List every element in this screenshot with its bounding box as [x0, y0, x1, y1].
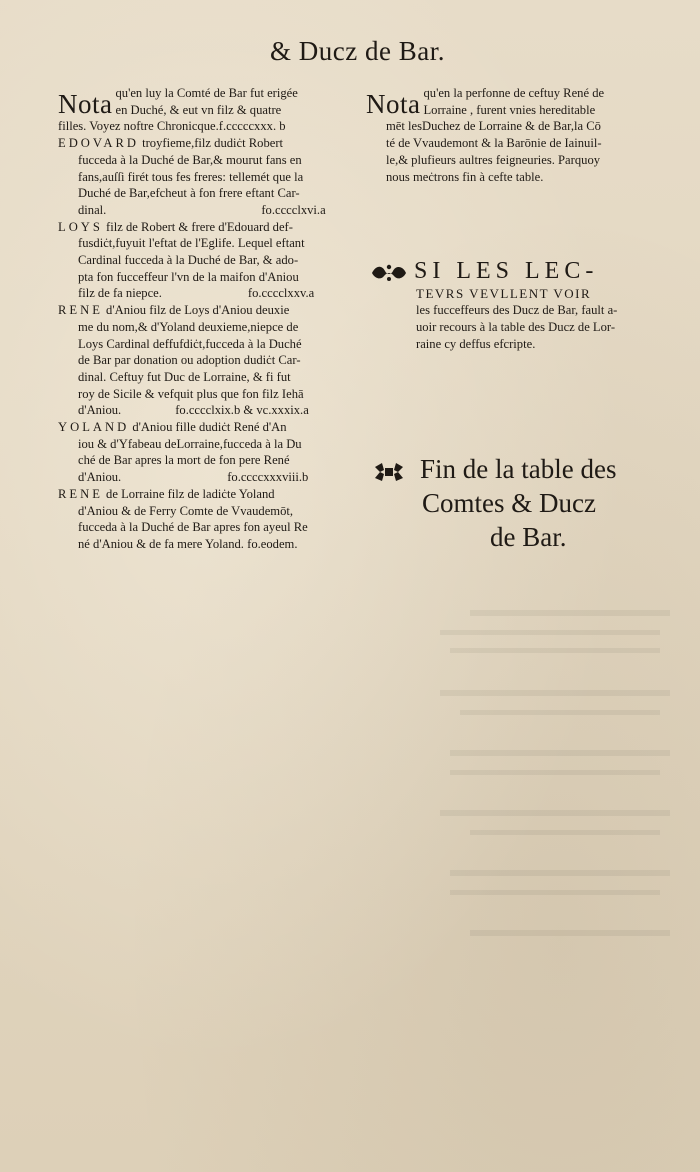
entry-line: fucceda à la Duché de Bar,& mourut fans en	[78, 152, 302, 167]
nota-word: Nota	[58, 89, 113, 119]
closing-line: de Bar.	[490, 522, 567, 552]
entry-line: iou & d'Yfabeau deLorraine,fucceda à la Du	[78, 436, 302, 451]
genealogy-entry	[58, 135, 358, 219]
nota-line: nous meċtrons fin à cefte table.	[386, 169, 544, 184]
entry-line: pta fon fucceffeur l'vn de la maifon d'Aniou	[78, 269, 299, 284]
entry-name: RENE	[58, 486, 103, 501]
cross-reference-line: les fucceffeurs des Ducz de Bar, fault a-	[416, 303, 618, 317]
nota-line: mēt lesDuchez de Lorraine & de Bar,la Cō	[386, 119, 601, 134]
entry-line: fucceda à la Duché de Bar apres fon ayeul Re	[78, 520, 308, 535]
entry-line: d'Aniou.	[78, 403, 122, 418]
entry-name: RENE	[58, 303, 103, 318]
entry-line: ché de Bar apres la mort de fon pere René	[78, 453, 290, 468]
show-through-texture	[420, 600, 680, 960]
nota-word: Nota	[366, 89, 421, 119]
entry-line: Duché de Bar,efcheut à fon frere eftant Car-	[78, 186, 300, 201]
entry-line: roy de Sicile & vefquit plus que fon filz Iehā	[78, 386, 304, 401]
entry-line: filz de fa niepce.	[78, 286, 162, 301]
left-column	[58, 85, 358, 553]
entry-line: de Bar par donation ou adoption dudiċt Car-	[78, 353, 301, 368]
entry-line: fans,auſſi firét tous fes freres: tellemét que la	[78, 169, 304, 184]
page-header: & Ducz de Bar.	[270, 36, 445, 66]
closing-line: Fin de la table des	[420, 454, 617, 484]
folio-ref: fo.ccccxxxviii.b	[227, 470, 309, 485]
folio-ref: fo.cccclxvi.a	[261, 202, 326, 217]
closing-line: Comtes & Ducz	[422, 488, 596, 518]
entry-line: fusdiċt,fuyuit l'eftat de l'Eglife. Lequel eftant	[78, 236, 305, 251]
right-column	[366, 85, 662, 185]
entry-line: de Lorraine filz de ladiċte Yoland	[106, 486, 275, 501]
nota-line: le,& plufieurs aultres feigneuries. Parquoy	[386, 152, 601, 167]
entry-line: filz de Robert & frere d'Edouard def-	[106, 219, 293, 234]
entry-line: dinal. Ceftuy fut Duc de Lorraine, & fi fut	[78, 369, 291, 384]
cross-reference-block	[370, 258, 670, 353]
entry-line: Loys Cardinal deffufdiċt,fucceda à la Duché	[78, 336, 302, 351]
entry-line: d'Aniou & de Ferry Comte de Vvaudemōt,	[78, 503, 294, 518]
entry-line: troyfieme,filz dudiċt Robert	[142, 136, 284, 151]
fleuron-icon	[372, 461, 406, 483]
entry-line: dinal.	[78, 202, 107, 217]
entry-line: né d'Aniou & de fa mere Yoland.	[78, 536, 244, 551]
entry-name: YOLAND	[58, 420, 130, 435]
folio-ref: fo.eodem.	[247, 536, 298, 551]
nota-line: qu'en luy la Comté de Bar fut erigée	[115, 86, 298, 100]
entry-line: me du nom,& d'Yoland deuxieme,niepce de	[78, 319, 299, 334]
nota-line: té de Vvaudemont & la Barōnie de Iainuil-	[386, 136, 602, 151]
entry-line: d'Aniou.	[78, 470, 122, 485]
entry-name: LOYS	[58, 219, 103, 234]
genealogy-entry	[58, 302, 358, 419]
cross-reference-line: uoir recours à la table des Ducz de Lor-	[416, 320, 616, 334]
cross-reference-line: raine cy deffus efcripte.	[416, 337, 536, 351]
genealogy-entry	[58, 486, 358, 553]
cross-reference-title: SI LES LEC-	[414, 258, 599, 284]
genealogy-entry	[58, 219, 358, 303]
nota-line: en Duché, & eut vn filz & quatre	[115, 102, 282, 117]
genealogy-entry	[58, 419, 358, 486]
entry-line: d'Aniou fille dudiċt René d'An	[132, 420, 287, 435]
nota-paragraph-right	[366, 85, 662, 185]
nota-line: Lorraine , furent vnies hereditable	[423, 102, 596, 117]
closing-block	[372, 452, 672, 554]
nota-line: filles. Voyez noftre Chronicque.f.cccccxxx. b	[58, 119, 286, 134]
cross-reference-subtitle: TEVRS VEVLLENT VOIR	[416, 286, 592, 301]
fleuron-icon	[370, 261, 408, 283]
nota-paragraph-left	[58, 85, 358, 135]
folio-ref: fo.cccclxxv.a	[247, 286, 315, 301]
folio-ref: fo.cccclxix.b & vc.xxxix.a	[175, 403, 309, 418]
entry-line: d'Aniou filz de Loys d'Aniou deuxie	[106, 303, 290, 318]
nota-line: qu'en la perfonne de ceftuy René de	[423, 86, 605, 100]
entry-name: EDOVARD	[58, 136, 139, 151]
entry-line: Cardinal fucceda à la Duché de Bar, & ado-	[78, 253, 299, 268]
